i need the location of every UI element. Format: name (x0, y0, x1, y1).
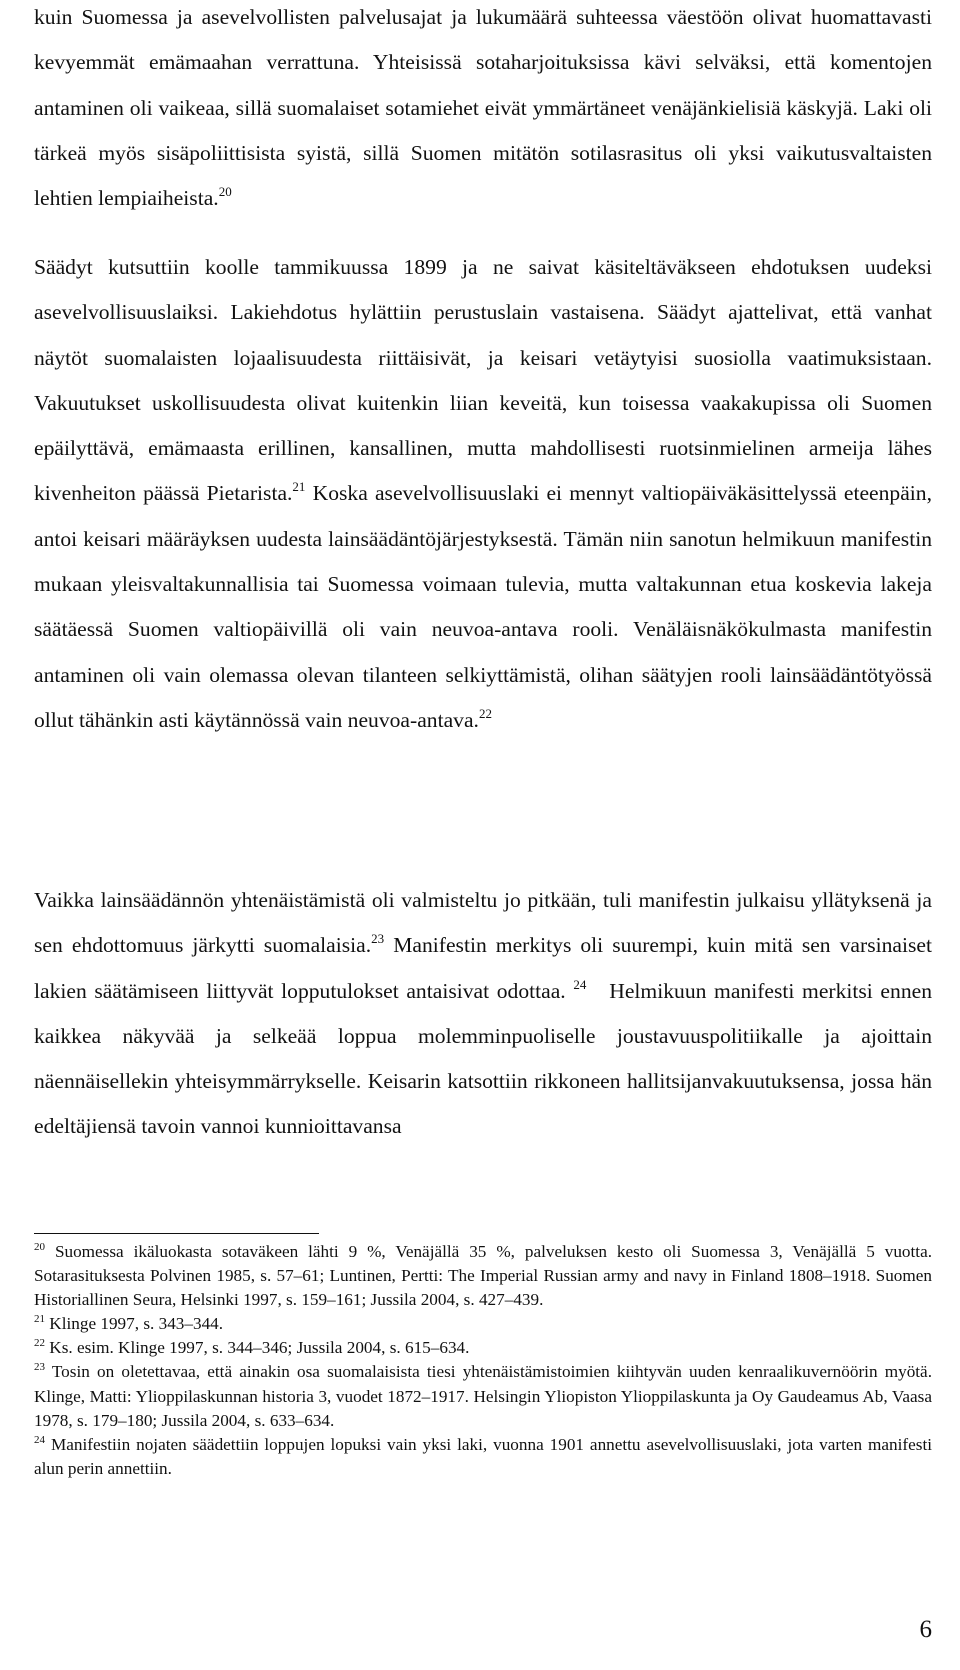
footnote (34, 1433, 932, 1481)
paragraph (34, 0, 932, 221)
footnote-number: 24 (34, 1433, 45, 1446)
footnote (34, 1360, 932, 1432)
paragraph-text: Vaikka lainsäädännön yhtenäistämistä oli valmisteltu jo pitkään, tuli manifestin julkaisu yllätyksenä ja sen ehdottomuus järkytti suomalaisia. (34, 888, 932, 958)
footnote-text: Ks. esim. Klinge 1997, s. 344–346; Jussila 2004, s. 615–634. (49, 1338, 470, 1358)
footnote-number: 23 (34, 1361, 45, 1374)
footnote-ref: 23 (371, 931, 385, 947)
paragraph-text: Helmikuun manifesti merkitsi ennen kaikkea näkyvää ja selkeää loppua molemminpuoliselle joustavuuspolitiikalle ja ajoittain näennäisellekin yhteisymmärrykselle. Keisarin katsottiin rikkoneen hallitsijanvakuutuksensa, jossa hän edeltäjiensä tavoin vannoi kunnioittavansa (34, 978, 932, 1139)
footnote-ref: 21 (292, 479, 306, 495)
paragraph-text: kuin Suomessa ja asevelvollisten palvelusajat ja lukumäärä suhteessa väestöön olivat huomattavasti kevyemmät emämaahan verrattuna. Yhteisissä sotaharjoituksissa kävi selväksi, että komentojen antaminen oli vaikeaa, sillä suomalaiset sotamiehet eivät ymmärtäneet venäjänkielisiä käskyjä. Laki oli tärkeä myös sisäpoliittisista syistä, sillä Suomen mitätön sotilasrasitus oli yksi vaikutusvaltaisten lehtien lempiaiheista. (34, 5, 932, 211)
paragraph-text: Säädyt kutsuttiin koolle tammikuussa 1899 ja ne saivat käsiteltäväkseen ehdotuksen uudeksi asevelvollisuuslaiksi. Lakiehdotus hylättiin perustuslain vastaisena. Säädyt ajattelivat, että vanhat näytöt suomalaisten lojaalisuudesta riittäisivät, ja keisari vetäytyisi suosiolla vaatimuksistaan. Vakuutukset uskollisuudesta olivat kuitenkin liian keveitä, kun toisessa vaakakupissa oli Suomen epäilyttävä, emämaasta erillinen, kansallinen, mutta mahdollisesti ruotsinmielinen armeija lähes kivenheiton päässä Pietarista. (34, 255, 932, 506)
footnote-number: 20 (34, 1241, 45, 1253)
footnote-ref: 20 (218, 184, 232, 200)
footnote-text: Tosin on oletettavaa, että ainakin osa suomalaisista tiesi yhtenäistämistoimien kiihtyvän uuden kenraalikuvernöörin myötä. Klinge, Matti: Ylioppilaskunnan historia 3, vuodet 1872–1917. Helsingin Yliopiston Ylioppilaskunta ja Oy Gaudeamus Ab, Vaasa 1978, s. 179–180; Jussila 2004, s. 633–634. (34, 1362, 932, 1430)
footnote-text: Manifestiin nojaten säädettiin loppujen lopuksi vain yksi laki, vuonna 1901 annettu asevelvollisuuslaki, jota varten manifesti alun perin annettiin. (34, 1434, 932, 1478)
paragraph (34, 878, 932, 1150)
page-number: 6 (919, 1616, 932, 1643)
footnote-number: 22 (34, 1337, 45, 1350)
footnote-divider (34, 1233, 319, 1234)
footnote (34, 1240, 932, 1312)
footnote-ref: 22 (478, 705, 492, 721)
footnote (34, 1312, 932, 1336)
footnote-text: Klinge 1997, s. 343–344. (49, 1314, 224, 1334)
footnote-ref: 24 (573, 976, 587, 992)
footnotes (34, 1240, 932, 1481)
footnote (34, 1336, 932, 1360)
footnote-number: 21 (34, 1313, 45, 1326)
paragraph-text: Koska asevelvollisuuslaki ei mennyt valtiopäiväkäsittelyssä eteenpäin, antoi keisari määräyksen uudesta lainsäädäntöjärjestyksestä. Tämän niin sanotun helmikuun manifestin mukaan yleisvaltakunnallisia tai Suomessa voimaan tulevia, mutta valtakunnan etua koskevia lakeja säätäessä Suomen valtiopäivillä oli vain neuvoa-antava rooli. Venäläisnäkökulmasta manifestin antaminen oli vain olemassa olevan tilanteen selkiyttämistä, olihan säätyjen rooli lainsäädäntötyössä ollut tähänkin asti käytännössä vain neuvoa-antava. (34, 481, 932, 732)
paragraph-text: Manifestin merkitys oli suurempi, kuin mitä sen varsinaiset lakien säätämiseen liittyvät lopputulokset antaisivat odottaa. (34, 933, 932, 1003)
paragraph (34, 245, 932, 743)
footnote-text: Suomessa ikäluokasta sotaväkeen lähti 9 %, Venäjällä 35 %, palveluksen kesto oli Suomessa 3, Venäjällä 5 vuotta. Sotarasituksesta Polvinen 1985, s. 57–61; Luntinen, Pertti: The Imperial Russian army and navy in Finland 1808–1918. Suomen Historiallinen Seura, Helsinki 1997, s. 159–161; Jussila 2004, s. 427–439. (34, 1242, 932, 1310)
